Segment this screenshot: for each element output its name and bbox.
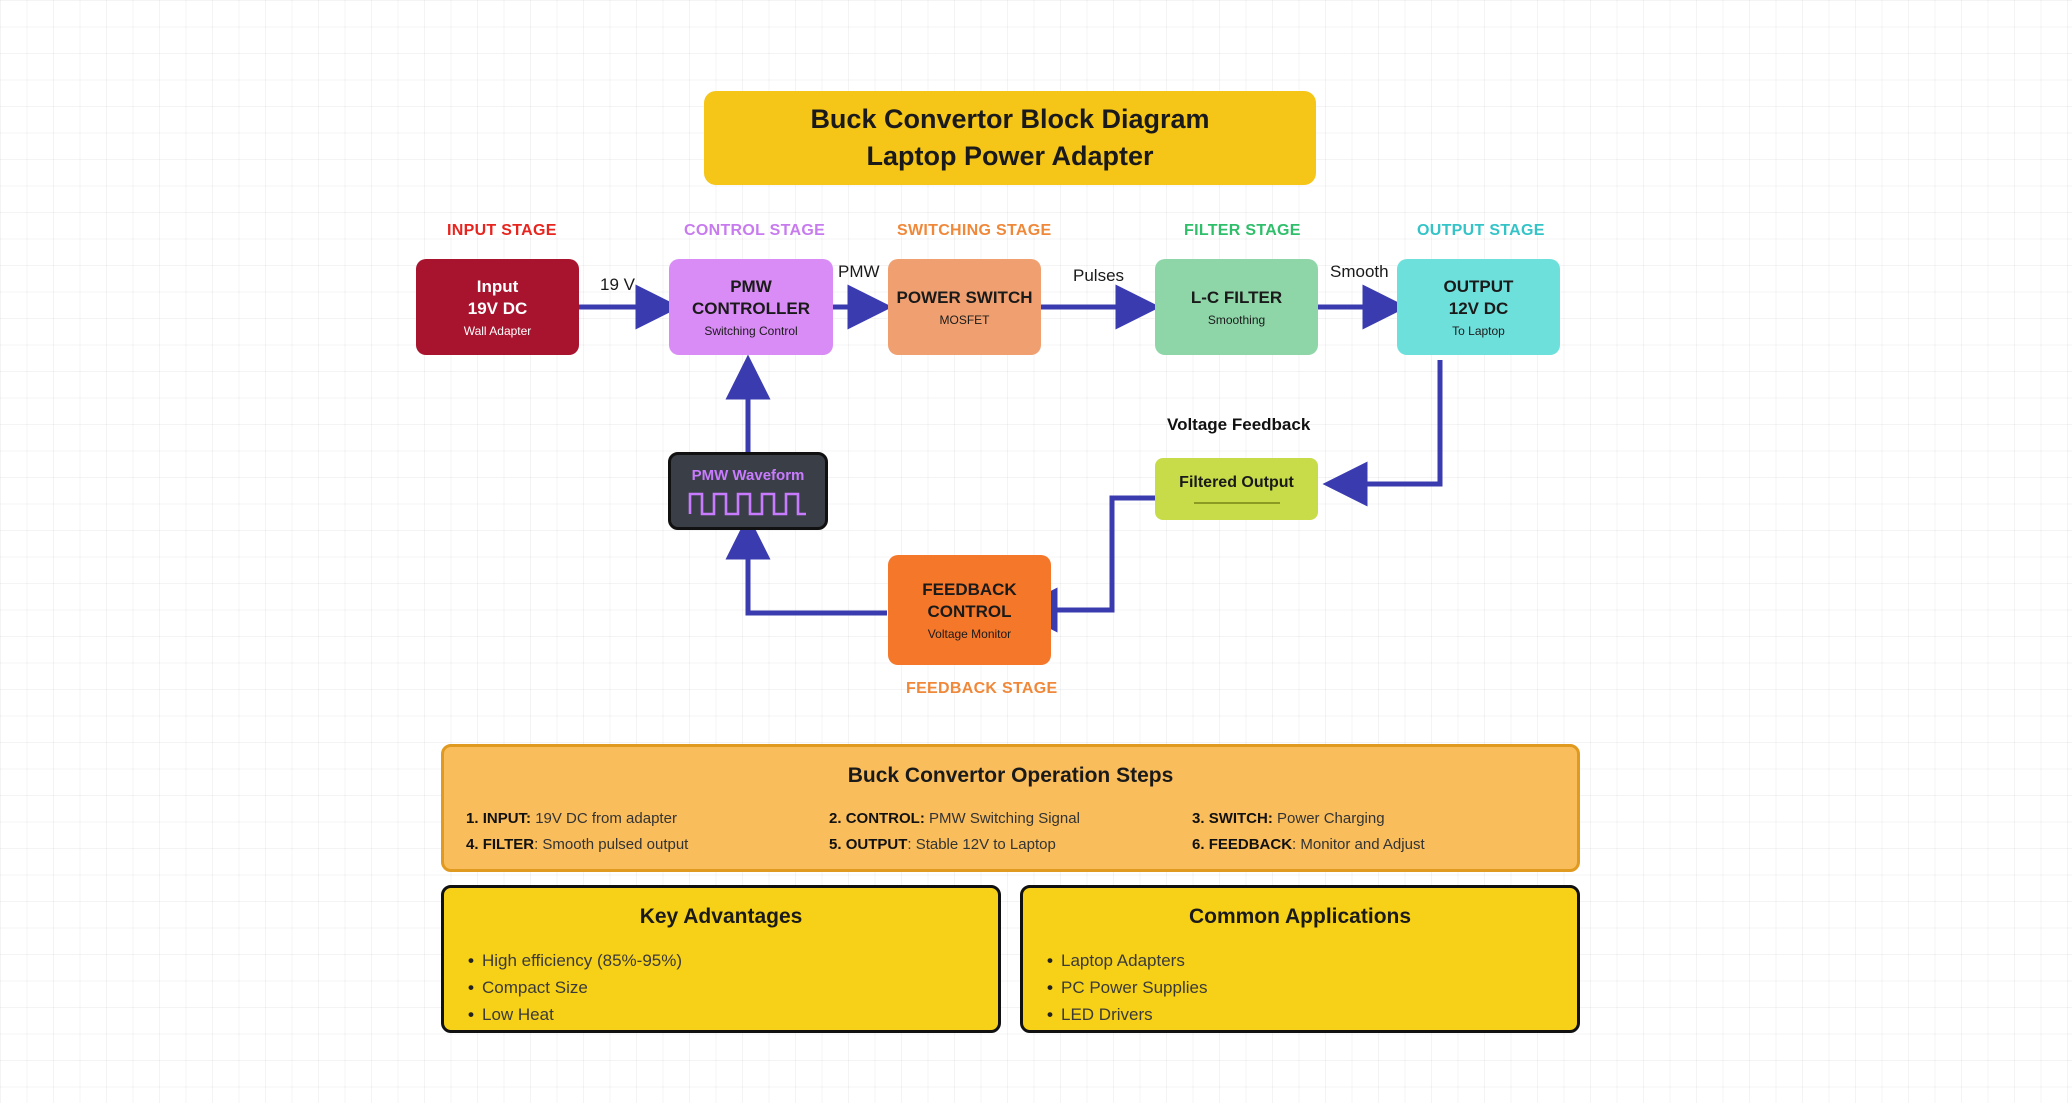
edge-label-voltage-feedback: Voltage Feedback	[1167, 415, 1311, 434]
square-wave-icon	[688, 488, 808, 516]
step-item	[466, 810, 829, 827]
step-item	[1192, 810, 1555, 827]
edge-label-smooth: Smooth	[1330, 262, 1389, 281]
step-num: 1.	[466, 810, 479, 827]
list-item: • Compact Size	[470, 978, 998, 998]
step-num: 4.	[466, 836, 479, 853]
step-text: : Stable 12V to Laptop	[907, 836, 1056, 853]
step-num: 6.	[1192, 836, 1205, 853]
stage-label-switching: SWITCHING STAGE	[897, 222, 1052, 239]
step-key: FILTER	[482, 836, 535, 853]
waveform-label: PMW Waveform	[691, 466, 805, 484]
step-text: : Smooth pulsed output	[534, 836, 689, 853]
node-feedback-sub: Voltage Monitor	[927, 626, 1012, 641]
node-input-line2: 19V DC	[467, 298, 528, 318]
step-item	[829, 810, 1192, 827]
step-item	[466, 836, 829, 853]
node-switch-line1: POWER SWITCH	[896, 287, 1033, 307]
operation-steps-grid	[444, 788, 1577, 853]
node-feedback-control[interactable]	[888, 555, 1051, 665]
node-filtered-output-label: Filtered Output	[1179, 474, 1294, 491]
list-item: • Low Heat	[470, 1005, 998, 1025]
node-filter-line1: L-C FILTER	[1190, 287, 1283, 307]
stage-label-output: OUTPUT STAGE	[1417, 222, 1545, 239]
step-text: Power Charging	[1277, 810, 1385, 827]
edge-label-19v: 19 V	[600, 275, 635, 294]
node-output[interactable]	[1397, 259, 1560, 355]
edge-label-pulses: Pulses	[1073, 266, 1125, 285]
node-output-line2: 12V DC	[1448, 298, 1509, 318]
key-advantages-panel	[441, 885, 1001, 1033]
common-applications-panel	[1020, 885, 1580, 1033]
step-key: INPUT:	[482, 810, 532, 827]
node-control-line2: CONTROLLER	[691, 298, 811, 318]
common-applications-list	[1049, 951, 1577, 1025]
node-output-sub: To Laptop	[1452, 323, 1505, 338]
stage-label-input: INPUT STAGE	[447, 222, 557, 239]
node-lc-filter[interactable]	[1155, 259, 1318, 355]
node-switch-sub: MOSFET	[939, 313, 990, 328]
node-control-sub: Switching Control	[704, 323, 798, 338]
node-input[interactable]	[416, 259, 579, 355]
common-applications-heading: Common Applications	[1188, 905, 1412, 928]
node-pmw-controller[interactable]	[669, 259, 833, 355]
step-key: OUTPUT	[845, 836, 908, 853]
step-text: PMW Switching Signal	[929, 810, 1080, 827]
operation-steps-panel	[441, 744, 1580, 872]
node-power-switch[interactable]	[888, 259, 1041, 355]
edge-label-pmw: PMW	[838, 262, 880, 281]
node-feedback-line1: FEEDBACK	[922, 580, 1017, 600]
key-advantages-heading: Key Advantages	[639, 905, 803, 928]
title-line-1: Buck Convertor Block Diagram	[810, 104, 1210, 134]
step-key: SWITCH:	[1208, 810, 1273, 827]
stage-label-control: CONTROL STAGE	[684, 222, 826, 239]
operation-steps-heading: Buck Convertor Operation Steps	[847, 764, 1174, 787]
waveform-box	[668, 452, 828, 530]
list-item: • PC Power Supplies	[1049, 978, 1577, 998]
step-num: 3.	[1192, 810, 1205, 827]
stage-label-feedback: FEEDBACK STAGE	[906, 680, 1058, 697]
node-output-line1: OUTPUT	[1443, 277, 1514, 297]
step-text: : Monitor and Adjust	[1292, 836, 1425, 853]
node-filter-sub: Smoothing	[1207, 313, 1266, 328]
list-item: • Laptop Adapters	[1049, 951, 1577, 971]
node-control-line1: PMW	[730, 277, 772, 297]
node-feedback-line2: CONTROL	[927, 601, 1012, 621]
step-item	[1192, 836, 1555, 853]
node-filtered-output-underline	[1194, 502, 1280, 504]
step-num: 5.	[829, 836, 842, 853]
list-item: • High efficiency (85%-95%)	[470, 951, 998, 971]
step-key: FEEDBACK	[1208, 836, 1293, 853]
step-item	[829, 836, 1192, 853]
step-text: 19V DC from adapter	[535, 810, 677, 827]
diagram-title	[704, 91, 1316, 185]
node-input-sub: Wall Adapter	[463, 323, 532, 338]
stage-label-filter: FILTER STAGE	[1184, 222, 1301, 239]
node-filtered-output[interactable]	[1155, 458, 1318, 520]
title-line-2: Laptop Power Adapter	[866, 141, 1154, 171]
key-advantages-list	[470, 951, 998, 1025]
list-item: • LED Drivers	[1049, 1005, 1577, 1025]
step-num: 2.	[829, 810, 842, 827]
step-key: CONTROL:	[845, 810, 925, 827]
node-input-line1: Input	[476, 277, 519, 297]
